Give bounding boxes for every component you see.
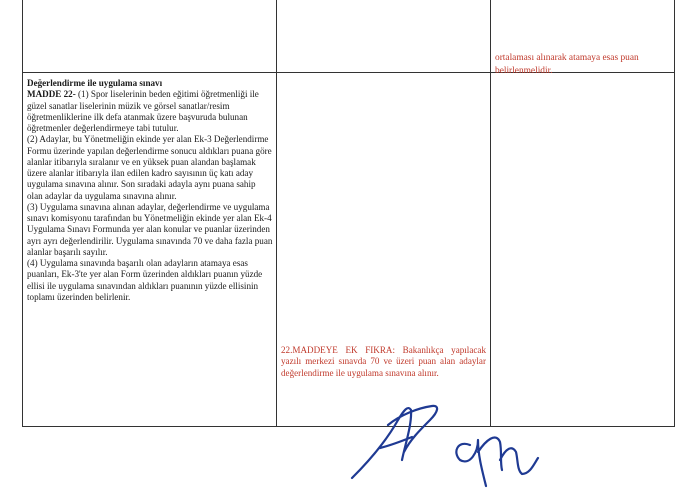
signature-left	[352, 406, 437, 478]
paragraph-2: (2) Adaylar, bu Yönetmeliğin ekinde yer alan Ek-3 Değerlendirme Formu üzerinde yapılan değerlendirme sonucu aldıkları puana göre alanlar itibarıyla sıralanır ve en yüksek puan alandan başlamak üzere alanlar itibarıyla ilan edilen kadro sayısının üç katı aday uygulama sınavına alınır. Son sıradaki adayla aynı puana sahip olan adaylar da uygulama sınavına alınır.	[27, 134, 272, 201]
top-row-right-text: ortalaması alınarak atamaya esas puan belirlenmelidir.	[495, 53, 639, 76]
paragraph-4: (4) Uygulama sınavında başarılı olan adayların atamaya esas puanları, Ek-3'te yer alan Form üzerinden aldıkları puanın yüzde ellisi ile uygulama sınavından aldıkları puanının yüzde ellisinin toplamı üzerinden belirlenir.	[27, 258, 263, 302]
amendment-note: 22.MADDEYE EK FIKRA: Bakanlıkça yapılacak yazılı merkezi sınavda 70 ve üzeri puan alan adaylar değerlendirme ile uygulama sınavına alınır.	[281, 345, 486, 378]
paragraph-1-text: (1) Spor liselerinin beden eğitimi öğretmenliği ile güzel sanatlar liselerinin müzik ve görsel sanatlar/resim öğretmenliklerine ilk defa atanmak üzere başvuruda bulunan öğretmenler değerlendirmeye tabi tutulur.	[27, 89, 259, 133]
paragraph-3: (3) Uygulama sınavına alınan adaylar, değerlendirme ve uygulama sınavı komisyonu tarafından bu Yönetmeliğin ekinde yer alan Ek-4 Uygulama Sınavı Formunda yer alan konular ve puanlar üzerinden ayrı ayrı değerlendirilir. Uygulama sınavında 70 ve daha fazla puan alanlar başarılı sayılır.	[27, 201, 273, 257]
signature-right	[456, 437, 538, 486]
section-heading: Değerlendirme ile uygulama sınavı	[27, 78, 163, 88]
article-label: MADDE 22-	[27, 89, 76, 100]
